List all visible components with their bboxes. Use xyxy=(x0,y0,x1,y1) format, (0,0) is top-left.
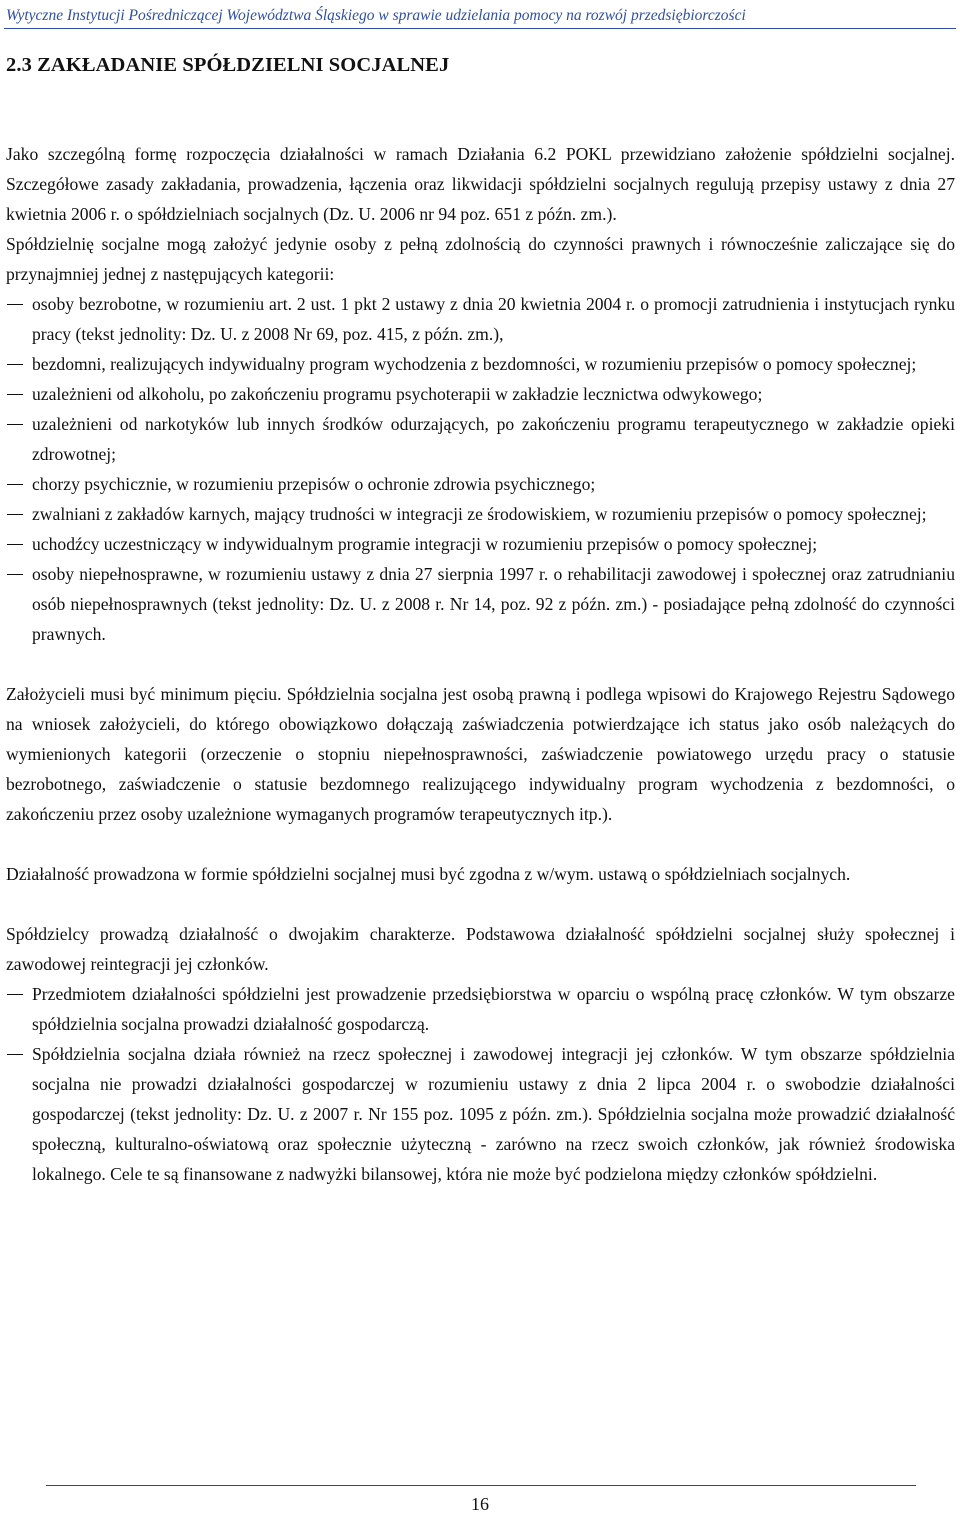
dash-bullet-icon xyxy=(7,424,23,425)
running-header: Wytyczne Instytucji Pośredniczącej Województwa Śląskiego w sprawie udzielania pomocy na rozwój przedsiębiorczości xyxy=(6,7,746,24)
dash-bullet-icon xyxy=(7,394,23,395)
dash-bullet-icon xyxy=(7,544,23,545)
intro-paragraph: Jako szczególną formę rozpoczęcia działalności w ramach Działania 6.2 POKL przewidziano założenie spółdzielni socjalnej. Szczegółowe zasady zakładania, prowadzenia, łączenia oraz likwidacji spółdzielni socjalnych regulują przepisy ustawy z dnia 27 kwietnia 2006 r. o spółdzielniach socjalnych (Dz. U. 2006 nr 94 poz. 651 z późn. zm.). xyxy=(6,144,955,224)
member-categories-list xyxy=(6,289,955,649)
founders-intro-paragraph: Spółdzielnię socjalne mogą założyć jedynie osoby z pełną zdolnością do czynności prawnych i równocześnie zaliczające się do przynajmniej jednej z następujących kategorii: xyxy=(6,234,955,284)
list-item: uchodźcy uczestniczący w indywidualnym programie integracji w rozumieniu przepisów o pomocy społecznej; xyxy=(6,529,955,559)
character-list xyxy=(6,979,955,1189)
footer-divider xyxy=(46,1485,916,1486)
founders-paragraph: Założycieli musi być minimum pięciu. Spółdzielnia socjalna jest osobą prawną i podlega wpisowi do Krajowego Rejestru Sądowego na wniosek założycieli, do którego obowiązkowo dołączają zaświadczenia potwierdzające ich status jako osób należących do wymienionych kategorii (orzeczenie o stopniu niepełnosprawności, zaświadczenie powiatowego urzędu pracy o statusie bezrobotnego, zaświadczenie o statusie bezdomnego realizującego indywidualny program wychodzenia z bezdomności, o zakończeniu przez osoby uzależnione wymaganych programów terapeutycznych itp.). xyxy=(6,684,955,824)
dash-bullet-icon xyxy=(7,514,23,515)
dash-bullet-icon xyxy=(7,574,23,575)
dash-bullet-icon xyxy=(7,994,23,995)
character-intro-paragraph: Spółdzielcy prowadzą działalność o dwojakim charakterze. Podstawowa działalność spółdzielni socjalnej służy społecznej i zawodowej reintegracji jej członków. xyxy=(6,924,955,974)
list-item: zwalniani z zakładów karnych, mający trudności w integracji ze środowiskiem, w rozumieniu przepisów o pomocy społecznej; xyxy=(6,499,955,529)
list-item: chorzy psychicznie, w rozumieniu przepisów o ochronie zdrowia psychicznego; xyxy=(6,469,955,499)
dash-bullet-icon xyxy=(7,304,23,305)
list-item: osoby bezrobotne, w rozumieniu art. 2 ust. 1 pkt 2 ustawy z dnia 20 kwietnia 2004 r. o promocji zatrudnienia i instytucjach rynku pracy (tekst jednolity: Dz. U. z 2008 Nr 69, poz. 415, z późn. zm.), xyxy=(6,289,955,349)
header-divider xyxy=(4,28,956,29)
activity-paragraph: Działalność prowadzona w formie spółdzielni socjalnej musi być zgodna z w/wym. ustawą o spółdzielniach socjalnych. xyxy=(6,864,851,884)
dash-bullet-icon xyxy=(7,484,23,485)
dash-bullet-icon xyxy=(7,364,23,365)
list-item: uzależnieni od narkotyków lub innych środków odurzających, po zakończeniu programu terapeutycznego w zakładzie opieki zdrowotnej; xyxy=(6,409,955,469)
dash-bullet-icon xyxy=(7,1054,23,1055)
list-item: Przedmiotem działalności spółdzielni jest prowadzenie przedsiębiorstwa w oparciu o wspólną pracę członków. W tym obszarze spółdzielnia socjalna prowadzi działalność gospodarczą. xyxy=(6,979,955,1039)
section-title: 2.3 ZAKŁADANIE SPÓŁDZIELNI SOCJALNEJ xyxy=(6,54,450,76)
list-item: osoby niepełnosprawne, w rozumieniu ustawy z dnia 27 sierpnia 1997 r. o rehabilitacji zawodowej i społecznej oraz zatrudnianiu osób niepełnosprawnych (tekst jednolity: Dz. U. z 2008 r. Nr 14, poz. 92 z późn. zm.) - posiadające pełną zdolność do czynności prawnych. xyxy=(6,559,955,649)
list-item: uzależnieni od alkoholu, po zakończeniu programu psychoterapii w zakładzie lecznictwa odwykowego; xyxy=(6,379,955,409)
list-item: Spółdzielnia socjalna działa również na rzecz społecznej i zawodowej integracji jej członków. W tym obszarze spółdzielnia socjalna nie prowadzi działalności gospodarczej w rozumieniu ustawy z dnia 2 lipca 2004 r. o swobodzie działalności gospodarczej (tekst jednolity: Dz. U. z 2007 r. Nr 155 poz. 1095 z późn. zm.). Spółdzielnia socjalna może prowadzić działalność społeczną, kulturalno-oświatową oraz społecznie użyteczną - zarówno na rzecz swoich członków, jak również środowiska lokalnego. Cele te są finansowane z nadwyżki bilansowej, która nie może być podzielona między członków spółdzielni. xyxy=(6,1039,955,1189)
page-number: 16 xyxy=(471,1494,489,1514)
document-body xyxy=(6,139,955,1189)
list-item: bezdomni, realizujących indywidualny program wychodzenia z bezdomności, w rozumieniu przepisów o pomocy społecznej; xyxy=(6,349,955,379)
